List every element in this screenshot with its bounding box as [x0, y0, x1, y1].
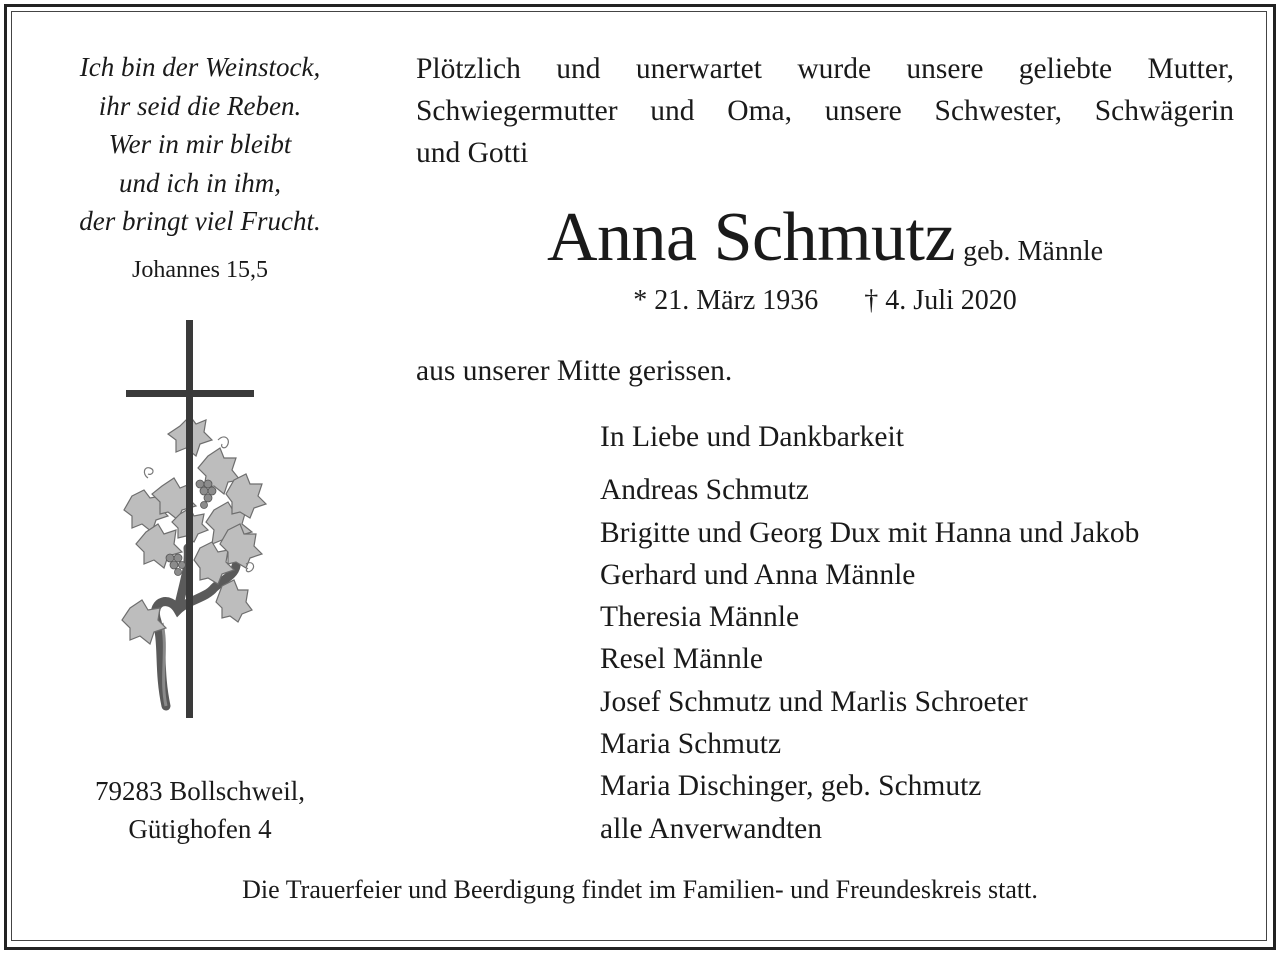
intro-line: Plötzlich und unerwartet wurde unsere geliebte Mutter, — [416, 53, 1234, 85]
mourner-name: Theresia Männle — [600, 601, 800, 634]
deceased-name: Anna Schmutz — [546, 199, 956, 276]
closing-text: aus unserer Mitte gerissen. — [416, 355, 733, 387]
intro-line: Schwiegermutter und Oma, unsere Schwester, Schwägerin — [416, 95, 1234, 127]
mourners-list — [600, 416, 1139, 850]
mourner-name: Brigitte und Georg Dux mit Hanna und Jakob — [600, 516, 1140, 549]
address — [30, 772, 370, 848]
verse-reference: Johannes 15,5 — [132, 257, 268, 283]
verse-line: Ich bin der Weinstock, — [79, 52, 321, 82]
verse-line: der bringt viel Frucht. — [79, 206, 321, 236]
mourner-name: Josef Schmutz und Marlis Schroeter — [600, 685, 1028, 718]
life-dates — [416, 282, 1234, 320]
cross-with-grapevine-icon — [118, 318, 278, 722]
mourner-name: Andreas Schmutz — [600, 474, 809, 507]
intro-text — [416, 48, 1234, 174]
intro-line: und Gotti — [416, 137, 529, 169]
verse-line: und ich in ihm, — [119, 167, 281, 198]
mourner-name: alle Anverwandten — [600, 812, 822, 845]
address-line-2: Gütighofen 4 — [128, 814, 272, 844]
birth-date: * 21. März 1936 — [633, 285, 819, 316]
mourners-heading: In Liebe und Dankbarkeit — [600, 421, 904, 453]
mourner-name: Maria Dischinger, geb. Schmutz — [600, 770, 982, 803]
deceased-name-block — [416, 196, 1234, 280]
mourner-name: Resel Männle — [600, 643, 764, 676]
funeral-notice: Die Trauerfeier und Beerdigung findet im Familien- und Freundeskreis statt. — [242, 875, 1038, 904]
death-date: † 4. Juli 2020 — [864, 285, 1017, 316]
verse-line: ihr seid die Reben. — [98, 90, 302, 121]
mourner-name: Maria Schmutz — [600, 728, 782, 761]
mourner-name: Gerhard und Anna Männle — [600, 558, 916, 591]
address-line-1: 79283 Bollschweil, — [95, 776, 305, 806]
maiden-name: geb. Männle — [963, 236, 1104, 267]
bible-verse — [30, 48, 370, 241]
verse-line: Wer in mir bleibt — [108, 129, 292, 159]
